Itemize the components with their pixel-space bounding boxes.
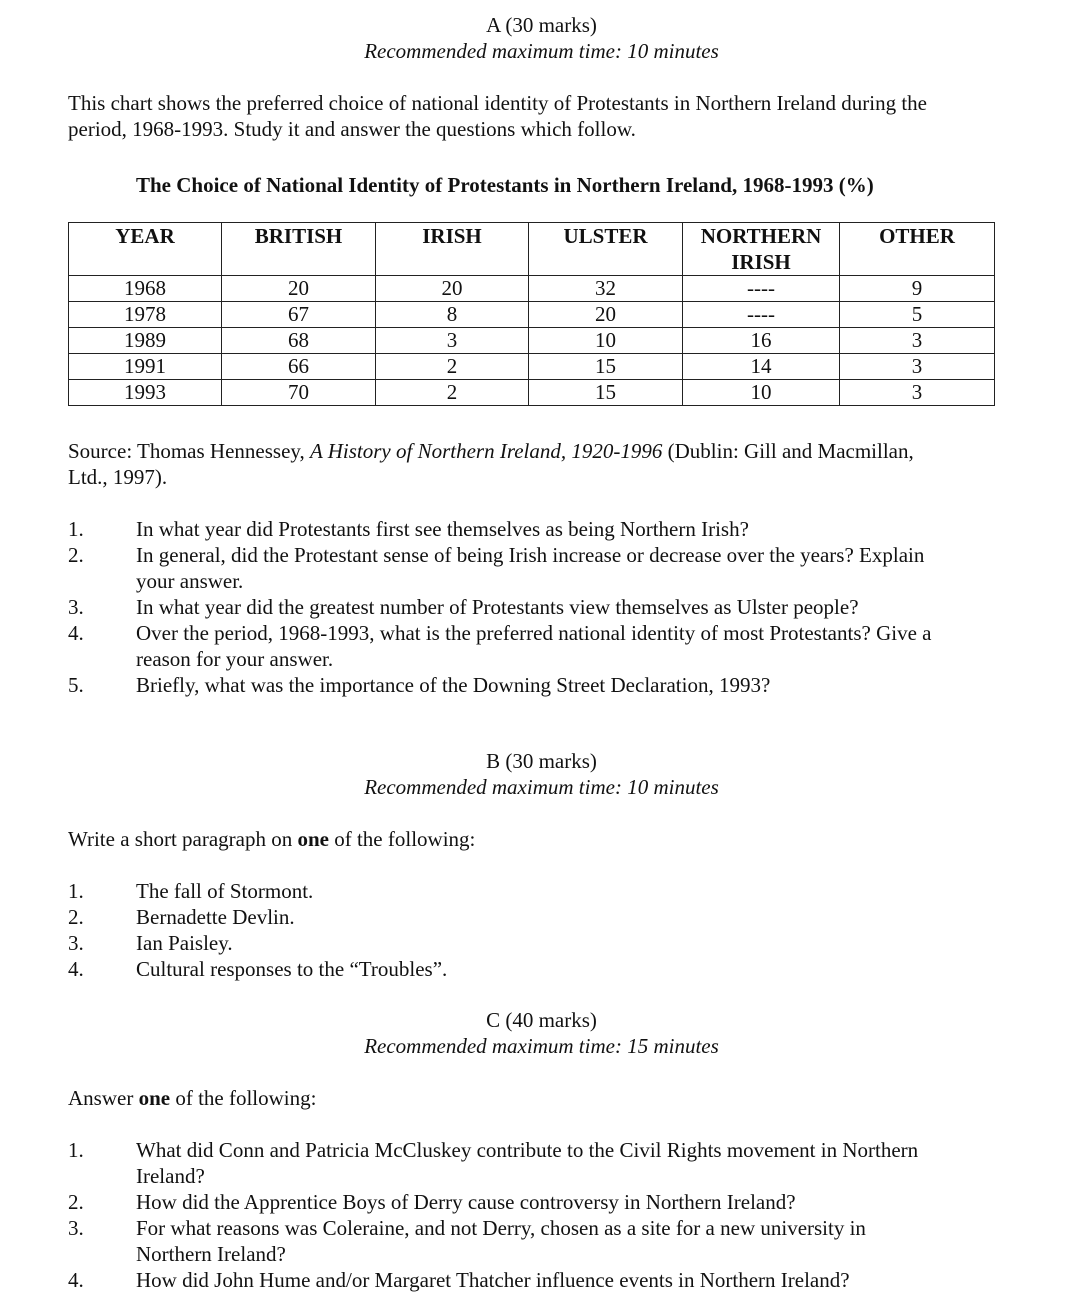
cell-british: 70 [222,380,376,406]
cell-irish: 8 [376,302,529,328]
section-c-heading: C (40 marks) [486,1008,597,1032]
section-a-intro-line2: period, 1968-1993. Study it and answer the questions which follow. [68,117,636,141]
c-question-3-text-line2: Northern Ireland? [136,1242,286,1266]
cell-british: 68 [222,328,376,354]
cell-ulster: 15 [529,354,683,380]
b-item-2-number: 2. [68,905,84,929]
a-question-3-text: In what year did the greatest number of Protestants view themselves as Ulster people? [136,595,859,619]
source-suffix: (Dublin: Gill and Macmillan, [662,439,914,463]
source-line2: Ltd., 1997). [68,465,168,489]
c-question-2-number: 2. [68,1190,84,1214]
a-question-4-number: 4. [68,621,84,645]
a-question-5-number: 5. [68,673,84,697]
cell-british: 20 [222,276,376,302]
cell-year: 1991 [69,354,222,380]
a-question-5-text: Briefly, what was the importance of the Downing Street Declaration, 1993? [136,673,771,697]
cell-northern-irish: ---- [683,302,840,328]
cell-other: 9 [840,276,995,302]
cell-northern-irish: 10 [683,380,840,406]
cell-irish: 3 [376,328,529,354]
c-question-1-text-line1: What did Conn and Patricia McCluskey contribute to the Civil Rights movement in Northern [136,1138,919,1162]
b-item-4-text: Cultural responses to the “Troubles”. [136,957,448,981]
a-question-1-text: In what year did Protestants first see themselves as being Northern Irish? [136,517,749,541]
section-a-time: Recommended maximum time: 10 minutes [364,39,719,63]
table-row [69,302,995,328]
header-northern-irish [683,223,840,276]
a-question-2-text-line2: your answer. [136,569,244,593]
cell-other: 3 [840,328,995,354]
section-b-instruction [68,826,1028,852]
a-question-2-text-line1: In general, did the Protestant sense of being Irish increase or decrease over the years? Explain [136,543,925,567]
header-other: OTHER [840,223,995,276]
section-a-intro-line1: This chart shows the preferred choice of national identity of Protestants in Northern Ireland during the [68,91,927,115]
section-b-heading: B (30 marks) [486,749,597,773]
cell-other: 5 [840,302,995,328]
cell-northern-irish: 14 [683,354,840,380]
c-question-3-text-line1: For what reasons was Coleraine, and not Derry, chosen as a site for a new university in [136,1216,866,1240]
source-title: A History of Northern Ireland, 1920-1996 [310,439,663,463]
section-c-instruction-bold: one [138,1086,171,1110]
cell-irish: 20 [376,276,529,302]
c-question-1-text-line2: Ireland? [136,1164,205,1188]
table-header-row [69,223,995,276]
source-line1 [68,438,1028,464]
section-c-instruction [68,1085,1028,1111]
cell-northern-irish: 16 [683,328,840,354]
cell-british: 67 [222,302,376,328]
cell-ulster: 15 [529,380,683,406]
table-row [69,276,995,302]
b-item-1-text: The fall of Stormont. [136,879,314,903]
header-british: BRITISH [222,223,376,276]
cell-irish: 2 [376,380,529,406]
section-b-instruction-bold: one [297,827,329,851]
a-question-2-number: 2. [68,543,84,567]
table-title: The Choice of National Identity of Protestants in Northern Ireland, 1968-1993 (%) [136,173,874,197]
cell-ulster: 32 [529,276,683,302]
cell-irish: 2 [376,354,529,380]
cell-british: 66 [222,354,376,380]
b-item-4-number: 4. [68,957,84,981]
c-question-4-number: 4. [68,1268,84,1292]
identity-table [68,222,995,406]
section-c-time: Recommended maximum time: 15 minutes [364,1034,719,1058]
c-question-3-number: 3. [68,1216,84,1240]
section-b-instruction-suffix: of the following: [328,827,476,851]
c-question-1-number: 1. [68,1138,84,1162]
c-question-2-text: How did the Apprentice Boys of Derry cause controversy in Northern Ireland? [136,1190,796,1214]
b-item-1-number: 1. [68,879,84,903]
table-row [69,354,995,380]
cell-year: 1993 [69,380,222,406]
cell-ulster: 10 [529,328,683,354]
header-northern-line1: NORTHERN [700,224,822,248]
header-ulster: ULSTER [529,223,683,276]
header-northern-line2: IRISH [731,250,791,274]
cell-year: 1989 [69,328,222,354]
section-b-instruction-prefix: Write a short paragraph on [68,827,298,851]
header-irish: IRISH [376,223,529,276]
a-question-3-number: 3. [68,595,84,619]
table-row [69,328,995,354]
source-prefix: Source: Thomas Hennessey, [68,439,311,463]
a-question-4-text-line2: reason for your answer. [136,647,334,671]
b-item-3-number: 3. [68,931,84,955]
section-c-instruction-suffix: of the following: [170,1086,317,1110]
cell-northern-irish: ---- [683,276,840,302]
cell-other: 3 [840,354,995,380]
section-b-time: Recommended maximum time: 10 minutes [364,775,719,799]
table-row [69,380,995,406]
a-question-1-number: 1. [68,517,84,541]
c-question-4-text: How did John Hume and/or Margaret Thatcher influence events in Northern Ireland? [136,1268,850,1292]
b-item-3-text: Ian Paisley. [136,931,233,955]
cell-year: 1968 [69,276,222,302]
cell-ulster: 20 [529,302,683,328]
cell-year: 1978 [69,302,222,328]
b-item-2-text: Bernadette Devlin. [136,905,295,929]
section-a-heading: A (30 marks) [486,13,597,37]
header-year: YEAR [69,223,222,276]
cell-other: 3 [840,380,995,406]
section-c-instruction-prefix: Answer [68,1086,139,1110]
a-question-4-text-line1: Over the period, 1968-1993, what is the preferred national identity of most Protestants? Give a [136,621,932,645]
